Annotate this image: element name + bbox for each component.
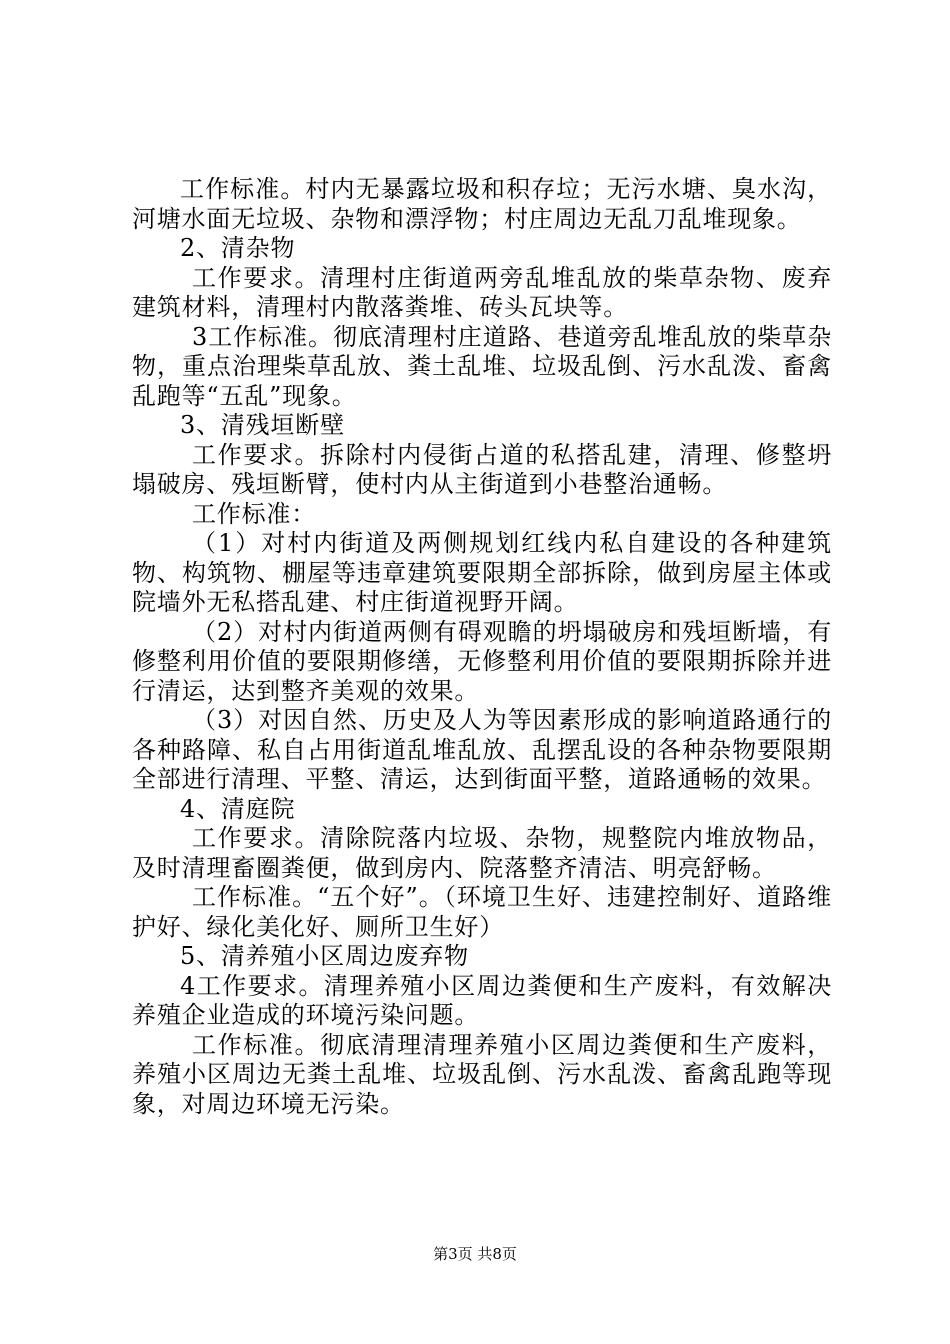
paragraph-standard-3-item-2: （2）对村内街道两侧有碍观瞻的坍塌破房和残垣断墙，有修整利用价值的要限期修缮，无修整利用价值的要限期拆除并进行清运，达到整齐美观的效果。 xyxy=(132,617,832,705)
section-heading-5: 5、清养殖小区周边废弃物 xyxy=(180,942,469,970)
paragraph-standard-4: 工作标准。“五个好”。（环境卫生好、违建控制好、道路维护好、绿化美化好、厕所卫生好） xyxy=(132,883,832,941)
paragraph-standard-5: 工作标准。彻底清理清理养殖小区周边粪便和生产废料，养殖小区周边无粪土乱堆、垃圾乱倒、污水乱泼、畜禽乱跑等现象，对周边环境无污染。 xyxy=(132,1030,832,1118)
paragraph-standard-3-item-1: （1）对村内街道及两侧规划红线内私自建设的各种建筑物、构筑物、棚屋等违章建筑要限期全部拆除，做到房屋主体或院墙外无私搭乱建、村庄街道视野开阔。 xyxy=(132,529,832,616)
paragraph-requirement-3: 工作要求。拆除村内侵街占道的私搭乱建，清理、修整坍塌破房、残垣断臂，使村内从主街道到小巷整治通畅。 xyxy=(132,440,832,498)
section-heading-4: 4、清庭院 xyxy=(180,794,296,823)
paragraph-requirement-5: 4工作要求。清理养殖小区周边粪便和生产废料，有效解决养殖企业造成的环境污染问题。 xyxy=(132,971,832,1029)
document-body xyxy=(132,175,832,1119)
paragraph-standard-1: 工作标准。村内无暴露垃圾和积存垃；无污水塘、臭水沟，河塘水面无垃圾、杂物和漂浮物；村庄周边无乱刀乱堆现象。 xyxy=(132,175,832,233)
paragraph-standard-3-label: 工作标准： xyxy=(192,499,316,528)
page-number-footer: 第3页 共8页 xyxy=(433,1245,517,1263)
section-heading-2: 2、清杂物 xyxy=(180,234,296,262)
paragraph-standard-3-item-3: （3）对因自然、历史及人为等因素形成的影响道路通行的各种路障、私自占用街道乱堆乱放、乱摆乱设的各种杂物要限期全部进行清理、平整、清运，达到街面平整，道路通畅的效果。 xyxy=(132,706,832,793)
paragraph-requirement-4: 工作要求。清除院落内垃圾、杂物，规整院内堆放物品，及时清理畜圈粪便，做到房内、院落整齐清洁、明亮舒畅。 xyxy=(132,824,832,882)
section-heading-3: 3、清残垣断壁 xyxy=(180,411,345,439)
paragraph-requirement-2: 工作要求。清理村庄街道两旁乱堆乱放的柴草杂物、废弃建筑材料，清理村内散落粪堆、砖头瓦块等。 xyxy=(132,263,832,321)
paragraph-standard-2: 3工作标准。彻底清理村庄道路、巷道旁乱堆乱放的柴草杂物，重点治理柴草乱放、粪土乱堆、垃圾乱倒、污水乱泼、畜禽乱跑等“五乱”现象。 xyxy=(132,322,832,410)
